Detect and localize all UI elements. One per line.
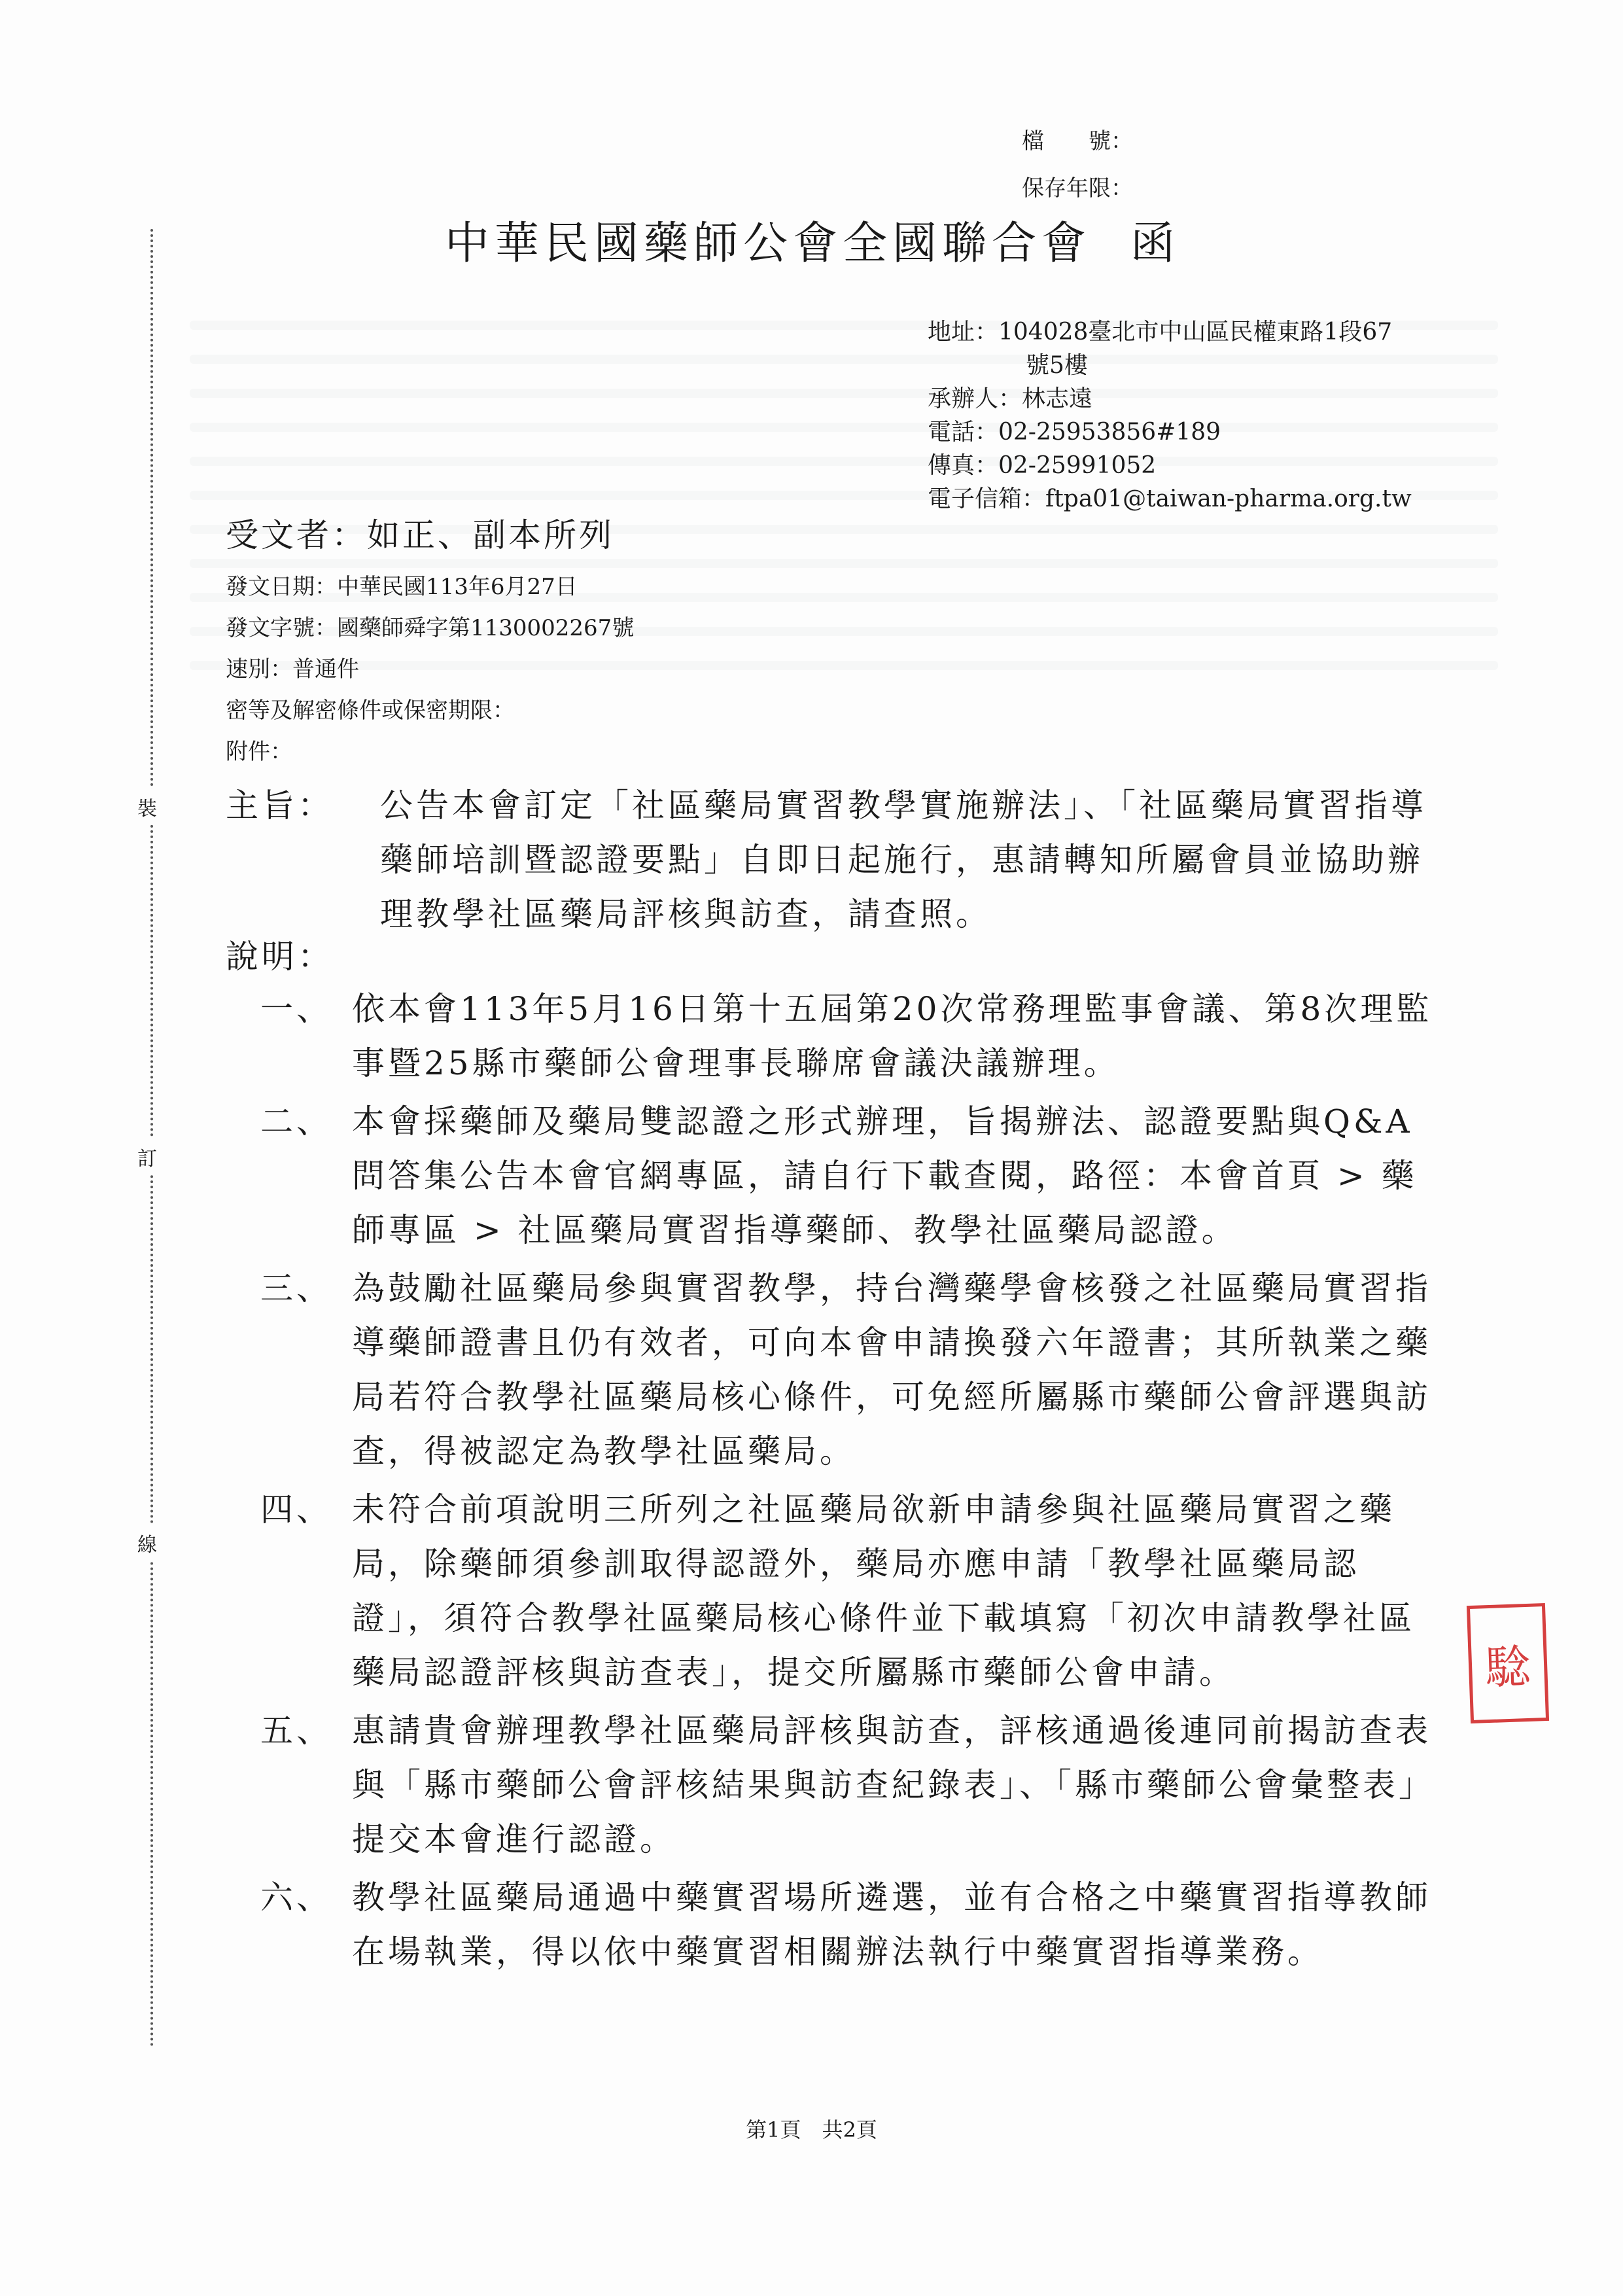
binding-mark-ding: 訂 [136, 1139, 158, 1175]
item-number: 五、 [260, 1712, 332, 1750]
handler: 承辦人：林志遠 [928, 385, 1093, 412]
subject-label: 主旨： [226, 786, 334, 824]
file-number-label: 檔 號： [1022, 128, 1133, 154]
item-text: 教學社區藥局通過中藥實習場所遴選，並有合格之中藥實習指導教師在場執業，得以依中藥實習相關辦法執行中藥實習指導業務。 [352, 1879, 1431, 1971]
item-number: 一、 [260, 990, 332, 1028]
item-number: 六、 [260, 1879, 332, 1916]
address-line-2: 號5樓 [1026, 352, 1088, 379]
item-text: 為鼓勵社區藥局參與實習教學，持台灣藥學會核發之社區藥局實習指導藥師證書且仍有效者，可向本會申請換發六年證書；其所執業之藥局若符合教學社區藥局核心條件，可免經所屬縣市藥師公會評選與訪查，得被認定為教學社區藥局。 [352, 1269, 1431, 1470]
item-number: 三、 [260, 1269, 332, 1307]
document-title [445, 208, 1180, 272]
binding-mark-zhuang: 裝 [136, 788, 158, 825]
binding-mark-xian: 線 [136, 1525, 158, 1561]
list-item [260, 982, 1444, 1091]
item-text: 惠請貴會辦理教學社區藥局評核與訪查，評核通過後連同前揭訪查表與「縣市藥師公會評核結果與訪查紀錄表」、「縣市藥師公會彙整表」提交本會進行認證。 [352, 1712, 1435, 1858]
list-item [260, 1095, 1444, 1258]
list-item [260, 1871, 1444, 1979]
list-item [260, 1262, 1444, 1479]
secrecy-level: 密等及解密條件或保密期限： [226, 698, 515, 724]
email: 電子信箱：ftpa01@taiwan-pharma.org.tw [928, 486, 1412, 512]
item-number: 二、 [260, 1103, 332, 1140]
item-text: 未符合前項說明三所列之社區藥局欲新申請參與社區藥局實習之藥局，除藥師須參訓取得認證外，藥局亦應申請「教學社區藥局認證」，須符合教學社區藥局核心條件並下載填寫「初次申請教學社區藥局認證評核與訪查表」，提交所屬縣市藥師公會申請。 [352, 1491, 1415, 1691]
item-number: 四、 [260, 1491, 332, 1528]
page-number: 第1頁 共2頁 [746, 2117, 877, 2142]
meta-block [226, 567, 634, 773]
organization-name: 中華民國藥師公會全國聯合會 [445, 218, 1092, 270]
phone: 電話：02-25953856#189 [928, 419, 1221, 446]
attachment: 附件： [226, 739, 292, 765]
document-number: 發文字號：國藥師舜字第1130002267號 [226, 615, 635, 641]
contact-block [928, 315, 1412, 516]
recipient: 受文者：如正、副本所列 [226, 516, 614, 554]
list-item [260, 1704, 1444, 1867]
explanation-label: 說明： [226, 938, 334, 976]
item-text: 依本會113年5月16日第十五屆第20次常務理監事會議、第8次理監事暨25縣市藥師公會理事長聯席會議決議辦理。 [352, 990, 1433, 1082]
issue-date: 發文日期：中華民國113年6月27日 [226, 574, 578, 600]
explanation-list [260, 982, 1444, 1983]
delivery-speed: 速別：普通件 [226, 656, 359, 682]
item-text: 本會採藥師及藥局雙認證之形式辦理，旨揭辦法、認證要點與Q&A問答集公告本會官網專區，請自行下載查閱，路徑：本會首頁 > 藥師專區 > 社區藥局實習指導藥師、教學社區藥局認證。 [352, 1103, 1418, 1249]
seal-glyph: 騐 [1484, 1639, 1532, 1695]
address-line-1: 地址：104028臺北市中山區民權東路1段67 [928, 319, 1393, 345]
document-type: 函 [1130, 218, 1181, 270]
subject-section [226, 779, 1442, 942]
list-item [260, 1483, 1444, 1700]
fax: 傳真：02-25991052 [928, 452, 1157, 479]
subject-text: 公告本會訂定「社區藥局實習教學實施辦法」、「社區藥局實習指導藥師培訓暨認證要點」自即日起施行，惠請轉知所屬會員並協助辦理教學社區藥局評核與訪查，請查照。 [380, 786, 1427, 933]
retention-period-label: 保存年限： [1022, 175, 1133, 202]
seal-stamp [1467, 1603, 1549, 1723]
